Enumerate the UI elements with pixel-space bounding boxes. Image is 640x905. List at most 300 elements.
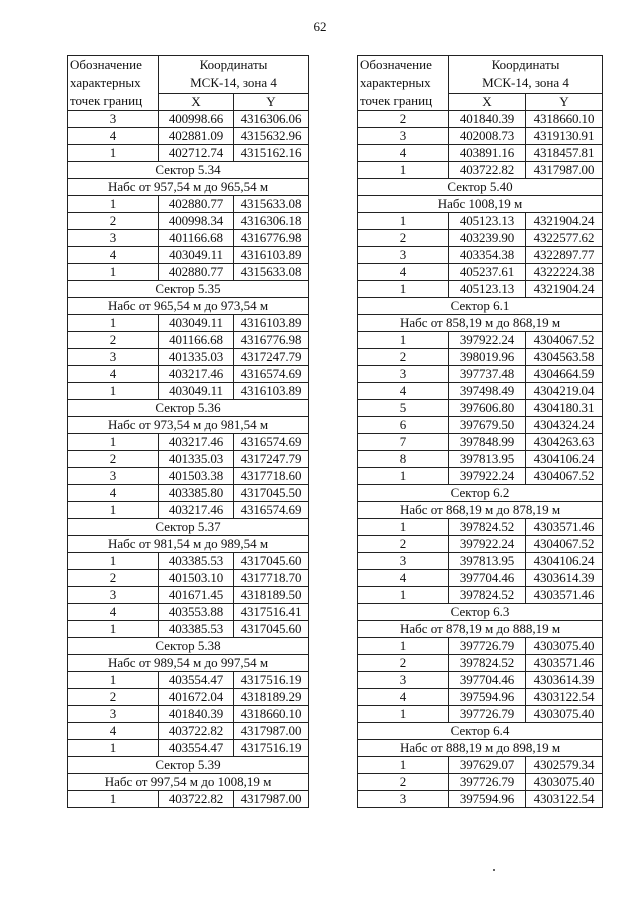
- y-coordinate: 4303122.54: [526, 689, 603, 706]
- y-coordinate: 4304324.24: [526, 417, 603, 434]
- y-coordinate: 4317516.19: [234, 672, 309, 689]
- point-number: 2: [358, 111, 449, 128]
- point-number: 3: [68, 587, 159, 604]
- y-coordinate: 4317718.70: [234, 570, 309, 587]
- x-coordinate: 403385.53: [159, 553, 234, 570]
- range-row: [68, 179, 309, 196]
- x-coordinate: 403554.47: [159, 672, 234, 689]
- point-number: 1: [68, 621, 159, 638]
- header-coords-line: МСК-14, зона 4: [482, 75, 569, 91]
- x-coordinate: 403385.80: [159, 485, 234, 502]
- x-coordinate: 402008.73: [449, 128, 526, 145]
- x-coordinate: 401166.68: [159, 230, 234, 247]
- table-row: [358, 128, 603, 145]
- point-number: 1: [358, 468, 449, 485]
- x-coordinate: 401671.45: [159, 587, 234, 604]
- y-coordinate: 4302579.34: [526, 757, 603, 774]
- header-x: X: [159, 93, 234, 110]
- table-row: [358, 383, 603, 400]
- point-number: 1: [68, 264, 159, 281]
- header-label-line: точек границ: [70, 93, 143, 108]
- x-coordinate: 401335.03: [159, 349, 234, 366]
- point-number: 1: [358, 162, 449, 179]
- table-row: [68, 706, 309, 723]
- height-range: Набс от 957,54 м до 965,54 м: [68, 179, 309, 196]
- height-range: Набс 1008,19 м: [358, 196, 603, 213]
- table-row: [358, 145, 603, 162]
- table-row: [68, 434, 309, 451]
- sector-row: [68, 281, 309, 298]
- range-row: [68, 774, 309, 791]
- table-row: [68, 604, 309, 621]
- table-row: [358, 468, 603, 485]
- x-coordinate: 403217.46: [159, 502, 234, 519]
- y-coordinate: 4316103.89: [234, 315, 309, 332]
- header-y: Y: [526, 93, 603, 110]
- point-number: 1: [68, 672, 159, 689]
- y-coordinate: 4318457.81: [526, 145, 603, 162]
- table-row: [358, 672, 603, 689]
- table-row: [358, 706, 603, 723]
- sector-title: Сектор 5.36: [68, 400, 309, 417]
- range-row: [358, 196, 603, 213]
- y-coordinate: 4317045.60: [234, 621, 309, 638]
- point-number: 3: [68, 468, 159, 485]
- point-number: 4: [68, 723, 159, 740]
- x-coordinate: 400998.34: [159, 213, 234, 230]
- range-row: [68, 655, 309, 672]
- table-row: [68, 791, 309, 808]
- x-coordinate: 403385.53: [159, 621, 234, 638]
- point-number: 1: [68, 502, 159, 519]
- x-coordinate: 403354.38: [449, 247, 526, 264]
- table-row: [68, 553, 309, 570]
- point-number: 4: [68, 485, 159, 502]
- x-coordinate: 397824.52: [449, 655, 526, 672]
- point-number: 6: [358, 417, 449, 434]
- range-row: [358, 621, 603, 638]
- y-coordinate: 4317516.41: [234, 604, 309, 621]
- point-number: 3: [358, 553, 449, 570]
- x-coordinate: 398019.96: [449, 349, 526, 366]
- x-coordinate: 397824.52: [449, 587, 526, 604]
- point-number: 2: [358, 349, 449, 366]
- x-coordinate: 402880.77: [159, 264, 234, 281]
- point-number: 1: [68, 145, 159, 162]
- point-number: 8: [358, 451, 449, 468]
- table-row: [358, 417, 603, 434]
- table-row: [358, 757, 603, 774]
- x-coordinate: 397813.95: [449, 451, 526, 468]
- x-coordinate: 401840.39: [159, 706, 234, 723]
- table-row: [358, 774, 603, 791]
- range-row: [68, 536, 309, 553]
- point-number: 1: [358, 587, 449, 604]
- x-coordinate: 403553.88: [159, 604, 234, 621]
- table-row: [68, 128, 309, 145]
- point-number: 2: [68, 689, 159, 706]
- x-coordinate: 403217.46: [159, 366, 234, 383]
- y-coordinate: 4303571.46: [526, 587, 603, 604]
- y-coordinate: 4304180.31: [526, 400, 603, 417]
- height-range: Набс от 989,54 м до 997,54 м: [68, 655, 309, 672]
- x-coordinate: 403049.11: [159, 315, 234, 332]
- y-coordinate: 4304067.52: [526, 468, 603, 485]
- sector-title: Сектор 5.37: [68, 519, 309, 536]
- point-number: 3: [358, 791, 449, 808]
- x-coordinate: 397737.48: [449, 366, 526, 383]
- y-coordinate: 4318189.50: [234, 587, 309, 604]
- coordinates-table-right: [357, 55, 603, 808]
- y-coordinate: 4317516.19: [234, 740, 309, 757]
- table-row: [358, 638, 603, 655]
- point-number: 2: [68, 570, 159, 587]
- height-range: Набс от 997,54 м до 1008,19 м: [68, 774, 309, 791]
- table-row: [68, 247, 309, 264]
- point-number: 1: [358, 332, 449, 349]
- table-row: [68, 621, 309, 638]
- sector-row: [68, 638, 309, 655]
- y-coordinate: 4315162.16: [234, 145, 309, 162]
- table-row: [358, 264, 603, 281]
- x-coordinate: 397606.80: [449, 400, 526, 417]
- table-row: [68, 213, 309, 230]
- height-range: Набс от 888,19 м до 898,19 м: [358, 740, 603, 757]
- table-row: [68, 264, 309, 281]
- sector-row: [68, 162, 309, 179]
- header-label-line: характерных: [360, 75, 431, 90]
- table-row: [68, 196, 309, 213]
- sector-title: Сектор 6.3: [358, 604, 603, 621]
- point-number: 3: [358, 247, 449, 264]
- y-coordinate: 4322897.77: [526, 247, 603, 264]
- table-row: [68, 723, 309, 740]
- height-range: Набс от 878,19 м до 888,19 м: [358, 621, 603, 638]
- point-number: 1: [68, 553, 159, 570]
- x-coordinate: 401672.04: [159, 689, 234, 706]
- y-coordinate: 4322224.38: [526, 264, 603, 281]
- page-number: 62: [313, 19, 327, 34]
- y-coordinate: 4316103.89: [234, 247, 309, 264]
- x-coordinate: 397726.79: [449, 706, 526, 723]
- y-coordinate: 4304067.52: [526, 536, 603, 553]
- y-coordinate: 4304219.04: [526, 383, 603, 400]
- point-number: 4: [68, 604, 159, 621]
- sector-title: Сектор 6.1: [358, 298, 603, 315]
- x-coordinate: 397704.46: [449, 672, 526, 689]
- x-coordinate: 401840.39: [449, 111, 526, 128]
- y-coordinate: 4316306.18: [234, 213, 309, 230]
- sector-title: Сектор 5.35: [68, 281, 309, 298]
- table-row: [358, 570, 603, 587]
- table-row: [358, 587, 603, 604]
- table-row: [358, 111, 603, 128]
- y-coordinate: 4304106.24: [526, 451, 603, 468]
- table-row: [68, 502, 309, 519]
- sector-title: Сектор 6.2: [358, 485, 603, 502]
- point-number: 2: [358, 655, 449, 672]
- point-number: 1: [358, 281, 449, 298]
- point-number: 4: [358, 570, 449, 587]
- point-number: 4: [68, 247, 159, 264]
- header-label-line: точек границ: [360, 93, 433, 108]
- point-number: 1: [358, 757, 449, 774]
- range-row: [68, 417, 309, 434]
- table-row: [358, 400, 603, 417]
- x-coordinate: 403049.11: [159, 247, 234, 264]
- y-coordinate: 4303614.39: [526, 570, 603, 587]
- x-coordinate: 397848.99: [449, 434, 526, 451]
- table-row: [358, 332, 603, 349]
- table-row: [68, 332, 309, 349]
- y-coordinate: 4321904.24: [526, 213, 603, 230]
- y-coordinate: 4304067.52: [526, 332, 603, 349]
- header-label-line: Обозначение: [360, 57, 432, 72]
- x-coordinate: 397679.50: [449, 417, 526, 434]
- header-coords-line: Координаты: [199, 57, 268, 73]
- table-row: [358, 434, 603, 451]
- y-coordinate: 4318189.29: [234, 689, 309, 706]
- y-coordinate: 4316574.69: [234, 502, 309, 519]
- x-coordinate: 402880.77: [159, 196, 234, 213]
- x-coordinate: 403554.47: [159, 740, 234, 757]
- table-row: [68, 145, 309, 162]
- x-coordinate: 397726.79: [449, 638, 526, 655]
- point-number: 5: [358, 400, 449, 417]
- point-number: 1: [68, 740, 159, 757]
- x-coordinate: 405123.13: [449, 213, 526, 230]
- x-coordinate: 397824.52: [449, 519, 526, 536]
- table-row: [68, 366, 309, 383]
- table-row: [68, 230, 309, 247]
- height-range: Набс от 981,54 м до 989,54 м: [68, 536, 309, 553]
- x-coordinate: 397594.96: [449, 689, 526, 706]
- stray-dot: [493, 869, 495, 871]
- point-number: 3: [68, 349, 159, 366]
- x-coordinate: 397922.24: [449, 468, 526, 485]
- x-coordinate: 397922.24: [449, 536, 526, 553]
- y-coordinate: 4317987.00: [234, 791, 309, 808]
- x-coordinate: 397629.07: [449, 757, 526, 774]
- point-number: 2: [358, 774, 449, 791]
- header-point-label: [68, 56, 159, 111]
- y-coordinate: 4316306.06: [234, 111, 309, 128]
- point-number: 4: [358, 383, 449, 400]
- y-coordinate: 4303122.54: [526, 791, 603, 808]
- y-coordinate: 4316103.89: [234, 383, 309, 400]
- table-row: [358, 689, 603, 706]
- y-coordinate: 4317045.60: [234, 553, 309, 570]
- point-number: 2: [68, 451, 159, 468]
- table-row: [68, 451, 309, 468]
- point-number: 2: [68, 213, 159, 230]
- point-number: 1: [68, 434, 159, 451]
- range-row: [68, 298, 309, 315]
- point-number: 7: [358, 434, 449, 451]
- table-row: [68, 570, 309, 587]
- table-row: [358, 366, 603, 383]
- table-row: [358, 553, 603, 570]
- y-coordinate: 4317718.60: [234, 468, 309, 485]
- header-coordinates: [449, 56, 603, 94]
- y-coordinate: 4317247.79: [234, 451, 309, 468]
- point-number: 1: [358, 519, 449, 536]
- sector-row: [358, 723, 603, 740]
- point-number: 1: [68, 791, 159, 808]
- table-row: [358, 451, 603, 468]
- table-row: [358, 655, 603, 672]
- y-coordinate: 4303571.46: [526, 655, 603, 672]
- y-coordinate: 4317987.00: [234, 723, 309, 740]
- point-number: 1: [68, 196, 159, 213]
- x-coordinate: 400998.66: [159, 111, 234, 128]
- x-coordinate: 403891.16: [449, 145, 526, 162]
- sector-row: [358, 179, 603, 196]
- point-number: 1: [358, 213, 449, 230]
- y-coordinate: 4317987.00: [526, 162, 603, 179]
- y-coordinate: 4317247.79: [234, 349, 309, 366]
- point-number: 4: [358, 689, 449, 706]
- table-row: [358, 230, 603, 247]
- point-number: 2: [358, 536, 449, 553]
- y-coordinate: 4304563.58: [526, 349, 603, 366]
- table-row: [358, 281, 603, 298]
- table-row: [358, 349, 603, 366]
- y-coordinate: 4319130.91: [526, 128, 603, 145]
- x-coordinate: 401503.38: [159, 468, 234, 485]
- x-coordinate: 401335.03: [159, 451, 234, 468]
- sector-row: [68, 757, 309, 774]
- point-number: 2: [358, 230, 449, 247]
- x-coordinate: 397922.24: [449, 332, 526, 349]
- y-coordinate: 4318660.10: [234, 706, 309, 723]
- table-row: [358, 519, 603, 536]
- range-row: [358, 502, 603, 519]
- table-row: [358, 247, 603, 264]
- sector-row: [358, 298, 603, 315]
- table-row: [68, 672, 309, 689]
- x-coordinate: 403722.82: [159, 723, 234, 740]
- point-number: 4: [358, 145, 449, 162]
- point-number: 2: [68, 332, 159, 349]
- y-coordinate: 4304263.63: [526, 434, 603, 451]
- table-row: [358, 213, 603, 230]
- x-coordinate: 397726.79: [449, 774, 526, 791]
- point-number: 3: [358, 672, 449, 689]
- sector-title: Сектор 5.40: [358, 179, 603, 196]
- table-row: [68, 689, 309, 706]
- header-coords-line: Координаты: [491, 57, 560, 73]
- y-coordinate: 4318660.10: [526, 111, 603, 128]
- sector-row: [68, 519, 309, 536]
- height-range: Набс от 965,54 м до 973,54 м: [68, 298, 309, 315]
- table-row: [68, 468, 309, 485]
- table-row: [68, 740, 309, 757]
- point-number: 3: [358, 366, 449, 383]
- y-coordinate: 4316574.69: [234, 434, 309, 451]
- y-coordinate: 4316574.69: [234, 366, 309, 383]
- x-coordinate: 397704.46: [449, 570, 526, 587]
- y-coordinate: 4322577.62: [526, 230, 603, 247]
- y-coordinate: 4303075.40: [526, 638, 603, 655]
- x-coordinate: 405237.61: [449, 264, 526, 281]
- range-row: [358, 315, 603, 332]
- sector-title: Сектор 5.39: [68, 757, 309, 774]
- range-row: [358, 740, 603, 757]
- x-coordinate: 397813.95: [449, 553, 526, 570]
- point-number: 1: [68, 383, 159, 400]
- point-number: 1: [358, 638, 449, 655]
- height-range: Набс от 858,19 м до 868,19 м: [358, 315, 603, 332]
- header-x: X: [449, 93, 526, 110]
- point-number: 3: [68, 230, 159, 247]
- x-coordinate: 403722.82: [449, 162, 526, 179]
- y-coordinate: 4303075.40: [526, 774, 603, 791]
- sector-title: Сектор 5.34: [68, 162, 309, 179]
- x-coordinate: 397498.49: [449, 383, 526, 400]
- x-coordinate: 401503.10: [159, 570, 234, 587]
- y-coordinate: 4303571.46: [526, 519, 603, 536]
- table-row: [358, 791, 603, 808]
- header-coords-line: МСК-14, зона 4: [190, 75, 277, 91]
- table-row: [68, 315, 309, 332]
- point-number: 4: [68, 128, 159, 145]
- header-coordinates: [159, 56, 309, 94]
- table-row: [68, 587, 309, 604]
- table-row: [68, 383, 309, 400]
- y-coordinate: 4303614.39: [526, 672, 603, 689]
- x-coordinate: 402881.09: [159, 128, 234, 145]
- header-point-label: [358, 56, 449, 111]
- point-number: 1: [358, 706, 449, 723]
- y-coordinate: 4315632.96: [234, 128, 309, 145]
- point-number: 3: [358, 128, 449, 145]
- x-coordinate: 397594.96: [449, 791, 526, 808]
- point-number: 4: [68, 366, 159, 383]
- point-number: 3: [68, 706, 159, 723]
- coordinates-table-left: [67, 55, 309, 808]
- x-coordinate: 402712.74: [159, 145, 234, 162]
- height-range: Набс от 973,54 м до 981,54 м: [68, 417, 309, 434]
- header-label-line: характерных: [70, 75, 141, 90]
- y-coordinate: 4303075.40: [526, 706, 603, 723]
- x-coordinate: 401166.68: [159, 332, 234, 349]
- y-coordinate: 4315633.08: [234, 196, 309, 213]
- y-coordinate: 4316776.98: [234, 332, 309, 349]
- y-coordinate: 4317045.50: [234, 485, 309, 502]
- height-range: Набс от 868,19 м до 878,19 м: [358, 502, 603, 519]
- y-coordinate: 4321904.24: [526, 281, 603, 298]
- x-coordinate: 403049.11: [159, 383, 234, 400]
- table-row: [68, 111, 309, 128]
- point-number: 4: [358, 264, 449, 281]
- sector-row: [358, 604, 603, 621]
- table-row: [358, 536, 603, 553]
- sector-row: [358, 485, 603, 502]
- x-coordinate: 403217.46: [159, 434, 234, 451]
- y-coordinate: 4304664.59: [526, 366, 603, 383]
- x-coordinate: 405123.13: [449, 281, 526, 298]
- point-number: 3: [68, 111, 159, 128]
- header-label-line: Обозначение: [70, 57, 142, 72]
- y-coordinate: 4316776.98: [234, 230, 309, 247]
- point-number: 1: [68, 315, 159, 332]
- table-row: [68, 485, 309, 502]
- sector-row: [68, 400, 309, 417]
- y-coordinate: 4315633.08: [234, 264, 309, 281]
- x-coordinate: 403239.90: [449, 230, 526, 247]
- y-coordinate: 4304106.24: [526, 553, 603, 570]
